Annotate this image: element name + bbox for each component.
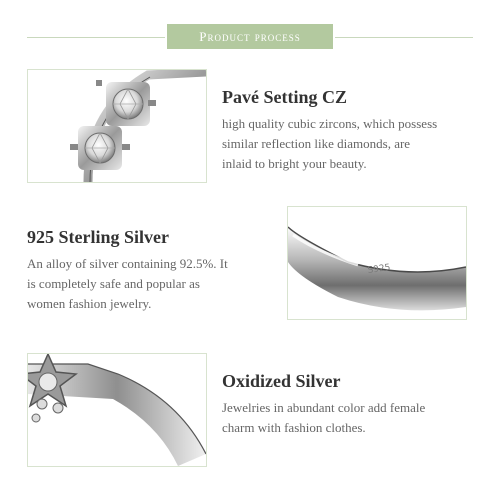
header-rule-left	[27, 37, 165, 38]
pave-setting-photo	[27, 69, 207, 183]
oxidized-silver-block	[222, 370, 482, 438]
sterling-silver-line: is completely safe and popular as	[27, 276, 200, 291]
pave-setting-line: similar reflection like diamonds, are	[222, 136, 411, 151]
pave-setting-line: high quality cubic zircons, which possess	[222, 116, 438, 131]
sterling-silver-title: 925 Sterling Silver	[27, 227, 169, 247]
section-banner: Product process	[167, 24, 333, 49]
sterling-silver-photo	[287, 206, 467, 320]
svg-text:S925: S925	[367, 262, 392, 276]
oxidized-silver-line: Jewelries in abundant color add female	[222, 400, 426, 415]
sterling-silver-line: An alloy of silver containing 92.5%. It	[27, 256, 228, 271]
pave-setting-title: Pavé Setting CZ	[222, 87, 347, 107]
oxidized-silver-line: charm with fashion clothes.	[222, 420, 366, 435]
oxidized-silver-photo	[27, 353, 207, 467]
oxidized-silver-title: Oxidized Silver	[222, 371, 341, 391]
header-rule-right	[335, 37, 473, 38]
pave-setting-line: inlaid to bright your beauty.	[222, 156, 367, 171]
pave-setting-block	[222, 86, 482, 174]
sterling-silver-block	[27, 226, 272, 314]
sterling-silver-line: women fashion jewelry.	[27, 296, 152, 311]
